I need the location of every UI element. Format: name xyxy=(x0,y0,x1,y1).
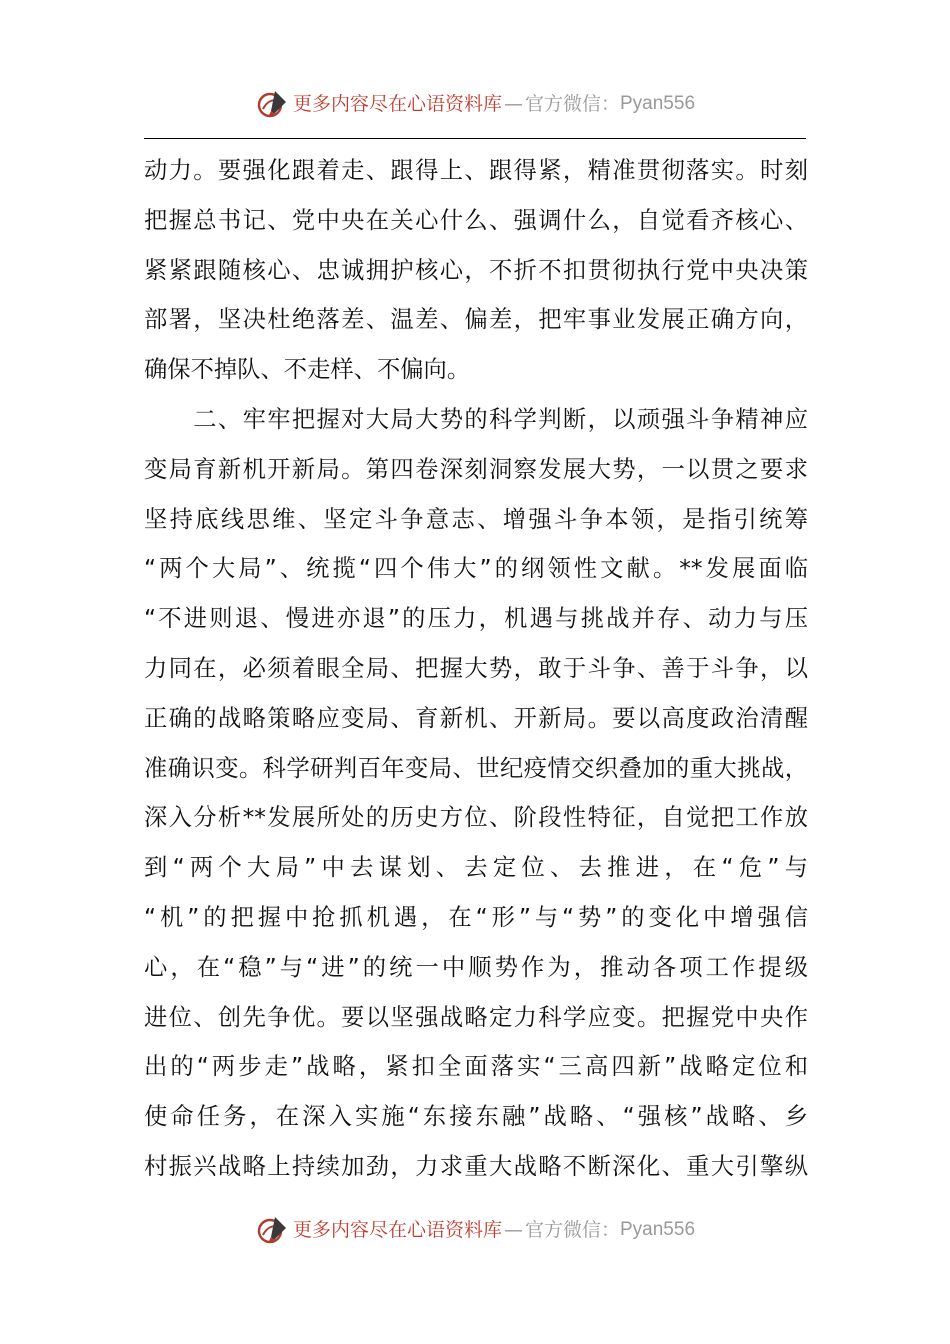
text-line: 二、牢牢把握对大局大势的科学判断，以顽强斗争精神应 xyxy=(144,405,808,433)
text-line: “不进则退、慢进亦退”的压力，机遇与挑战并存、动力与压 xyxy=(144,605,808,633)
header-rule xyxy=(144,138,806,139)
banner-contact-label: 官方微信： xyxy=(524,1219,620,1241)
text-line: 出的“两步走”战略，紧扣全面落实“三高四新”战略定位和 xyxy=(144,1053,808,1081)
text-line: 正确的战略策略应变局、育新机、开新局。要以高度政治清醒 xyxy=(144,704,808,732)
banner-title: 更多内容尽在心语资料库 xyxy=(292,93,502,115)
text-line: 坚持底线思维、坚定斗争意志、增强斗争本领，是指引统筹 xyxy=(144,505,808,533)
text-line: 力同在，必须着眼全局、把握大势，敢于斗争、善于斗争，以 xyxy=(144,654,808,682)
header-banner xyxy=(0,86,950,122)
footer-banner xyxy=(0,1212,950,1248)
banner-dash: — xyxy=(503,1219,523,1241)
text-line: “两个大局”、统揽“四个伟大”的纲领性文献。**发展面临 xyxy=(144,555,808,583)
banner-title: 更多内容尽在心语资料库 xyxy=(292,1219,502,1241)
text-line: 村振兴战略上持续加劲，力求重大战略不断深化、重大引擎纵 xyxy=(144,1152,808,1180)
text-line: 使命任务，在深入实施“东接东融”战略、“强核”战略、乡 xyxy=(144,1103,808,1131)
banner-contact-label: 官方微信： xyxy=(524,93,620,115)
text-line: 心，在“稳”与“进”的统一中顺势作为，推动各项工作提级 xyxy=(144,953,808,981)
text-line: “机”的把握中抢抓机遇，在“形”与“势”的变化中增强信 xyxy=(144,903,808,931)
banner-dash: — xyxy=(503,93,523,115)
text-line: 紧紧跟随核心、忠诚拥护核心，不折不扣贯彻执行党中央决策 xyxy=(144,256,808,284)
pen-logo-icon xyxy=(255,1213,289,1247)
text-line: 进位、创先争优。要以坚强战略定力科学应变。把握党中央作 xyxy=(144,1003,808,1031)
text-line: 变局育新机开新局。第四卷深刻洞察发展大势，一以贯之要求 xyxy=(144,455,808,483)
text-line: 动力。要强化跟着走、跟得上、跟得紧，精准贯彻落实。时刻 xyxy=(144,157,808,184)
text-line: 到“两个大局”中去谋划、去定位、去推进，在“危”与 xyxy=(144,854,808,882)
text-line: 把握总书记、党中央在关心什么、强调什么，自觉看齐核心、 xyxy=(144,206,808,234)
banner-handle: Pyan556 xyxy=(620,1219,696,1240)
document-body xyxy=(144,146,808,1192)
text-line: 确保不掉队、不走样、不偏向。 xyxy=(144,356,471,384)
text-line: 部署，坚决杜绝落差、温差、偏差，把牢事业发展正确方向， xyxy=(144,306,808,334)
banner-handle: Pyan556 xyxy=(620,93,696,114)
text-line: 深入分析**发展所处的历史方位、阶段性特征，自觉把工作放 xyxy=(144,804,808,832)
text-line: 准确识变。科学研判百年变局、世纪疫情交织叠加的重大挑战， xyxy=(144,754,808,782)
pen-logo-icon xyxy=(255,87,289,121)
